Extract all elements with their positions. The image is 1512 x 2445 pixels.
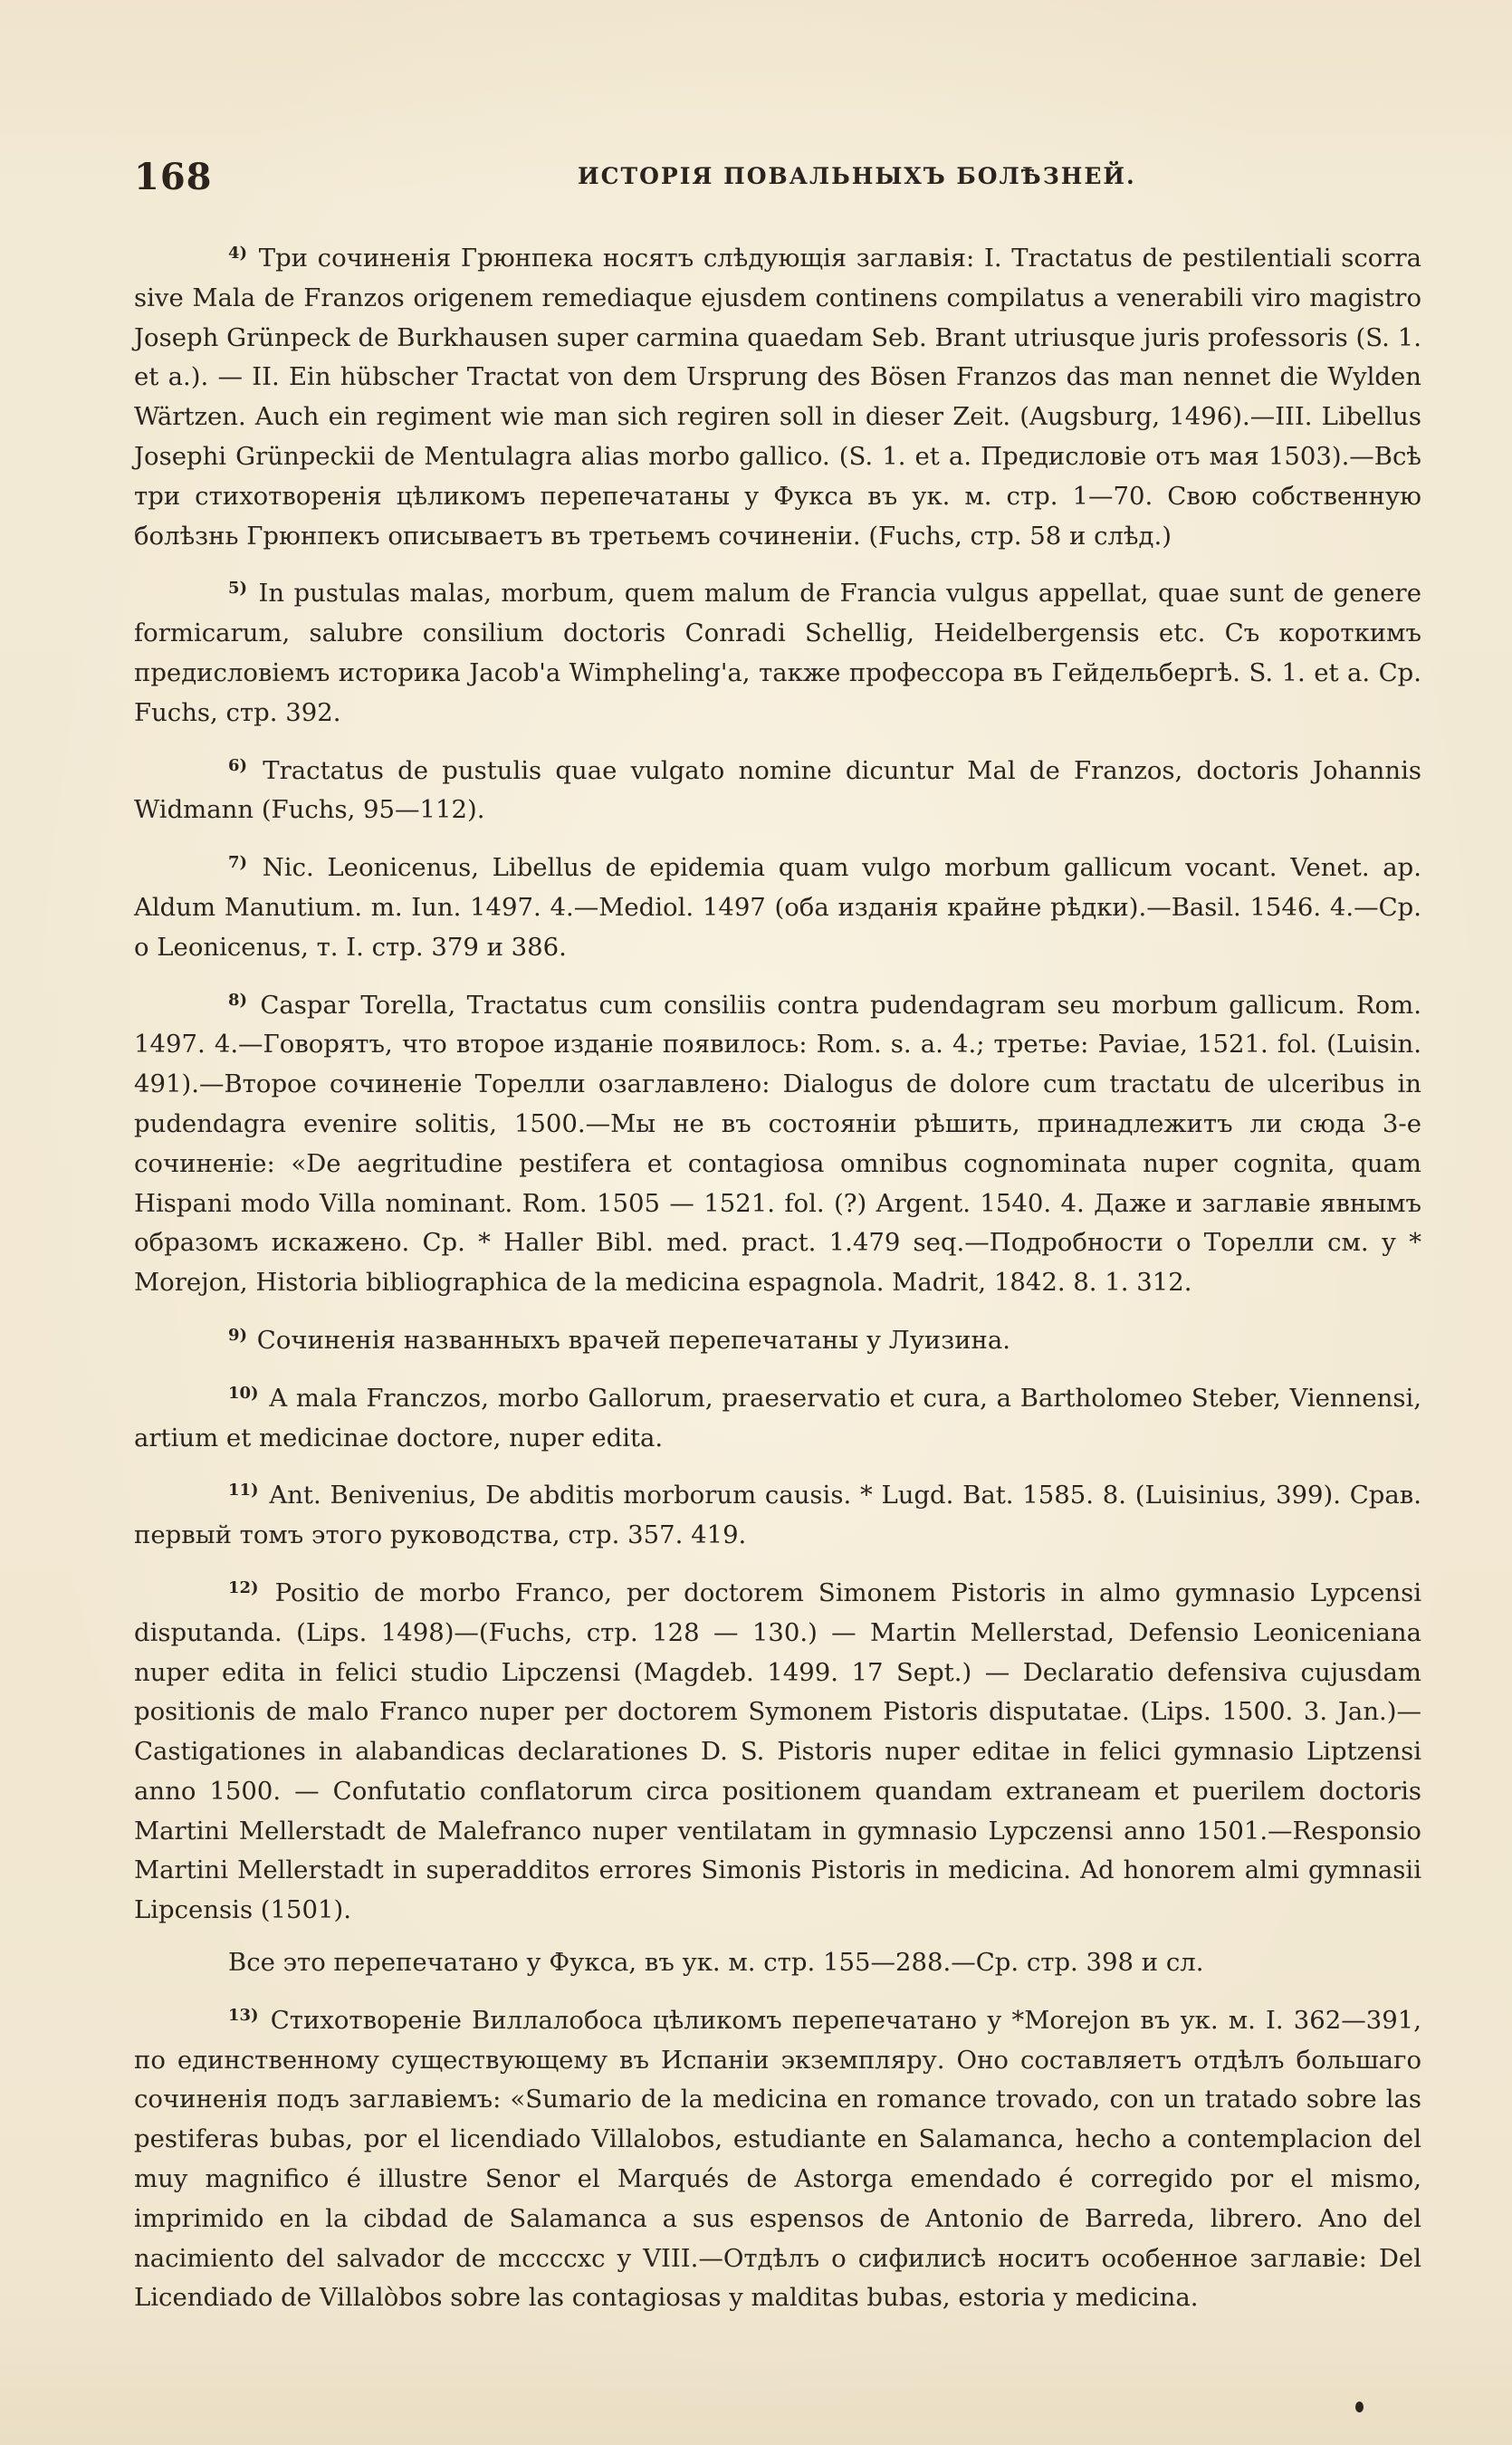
footnote-marker: 4) bbox=[228, 244, 248, 263]
footnote-text: Ant. Benivenius, De abditis morborum causis. * Lugd. Bat. 1585. 8. (Luisinius, 399). Срав. первый томъ этого руководства, стр. 357. 419. bbox=[134, 1481, 1421, 1550]
footnote-text: Nic. Leonicenus, Libellus de epidemia quam vulgo morbum gallicum vocant. Venet. ap. Aldum Manutium. m. Iun. 1497. 4.—Mediol. 1497 (оба изданія крайне рѣдки).—Basil. 1546. 4.—Ср. о Leonicenus, т. I. стр. 379 и 386. bbox=[134, 853, 1421, 962]
footnote-marker: 12) bbox=[228, 1577, 259, 1597]
footnote-text: Tractatus de pustulis quae vulgato nomine dicuntur Mal de Franzos, doctoris Johannis Widmann (Fuchs, 95—112). bbox=[134, 755, 1421, 825]
footnote-text: Сочиненія названныхъ врачей перепечатаны у Луизина. bbox=[256, 1325, 1011, 1355]
page-header bbox=[134, 156, 1420, 203]
footnote-marker: 8) bbox=[228, 990, 248, 1010]
footnote-12 bbox=[134, 1568, 1421, 1931]
footnote-8 bbox=[134, 981, 1421, 1303]
page-number: 168 bbox=[134, 156, 213, 198]
footnotes-block bbox=[134, 234, 1421, 2331]
footnote-marker: 13) bbox=[228, 2005, 259, 2025]
footnote-marker: 7) bbox=[228, 853, 248, 873]
footnote-text: In pustulas malas, morbum, quem malum de Francia vulgus appellat, quae sunt de genere formicarum, salubre consilium doctoris Conradi Schellig, Heidelbergensis etc. Съ короткимъ предисловіемъ историка Jacob'a Wimpheling'a, также профессора въ Гейдельбергѣ. S. 1. et a. Ср. Fuchs, стр. 392. bbox=[134, 579, 1421, 727]
footnote-text: Все это перепечатано у Фукса, въ ук. м. стр. 155—288.—Ср. стр. 398 и сл. bbox=[228, 1948, 1204, 1978]
footnote-10 bbox=[134, 1374, 1421, 1459]
footnote-marker: 6) bbox=[228, 755, 248, 775]
footnote-marker: 5) bbox=[228, 579, 248, 599]
footnote-marker: 11) bbox=[228, 1481, 259, 1501]
footnote-7 bbox=[134, 843, 1421, 967]
footnote-5 bbox=[134, 569, 1421, 733]
footnote-4 bbox=[134, 234, 1421, 556]
footnote-text: Стихотвореніе Виллалобоса цѣликомъ перепечатано у *Morejon въ ук. м. I. 362—391, по единственному существующему въ Испаніи экземпляру. Оно составляетъ отдѣлъ большаго сочиненія подъ заглавіемъ: «Sumario de la medicina en romance trovado, con un tratado sobre las pestiferas bubas, por el licendiado Villalobos, estudiante en Salamanca, hecho a contemplacion del muy magnifico é illustre Senor el Marqués de Astorga emendado é corregido por el mismo, imprimido en la cibdad de Salamanca a sus espensos de Antonio de Barreda, librero. Ano del nacimiento del salvador de mccccxc y VIII.—Отдѣлъ о сифилисѣ носитъ особенное заглавіе: Del Licendiado de Villalòbos sobre las contagiosas y malditas bubas, estoria y medicina. bbox=[134, 2005, 1421, 2313]
footnote-text: Три сочиненія Грюнпека носятъ слѣдующія заглавія: I. Tractatus de pestilentiali scorra sive Mala de Franzos origenem remediaque ejusdem continens compilatus a venerabili viro magistro Joseph Grünpeck de Burkhausen super carmina quaedam Seb. Brant utriusque juris professoris (S. 1. et a.). — II. Ein hübscher Tractat von dem Ursprung des Bösen Franzos das man nennet die Wylden Wärtzen. Auch ein regiment wie man sich regiren soll in dieser Zeit. (Augsburg, 1496).—III. Libellus Josephi Grünpeckii de Mentulagra alias morbo gallico. (S. 1. et a. Предисловіе отъ мая 1503).—Всѣ три стихотворенія цѣликомъ перепечатаны у Фукса въ ук. м. стр. 1—70. Свою собственную болѣзнь Грюнпекъ описываетъ въ третьемъ сочиненіи. (Fuchs, стр. 58 и слѣд.) bbox=[134, 244, 1422, 551]
footnote-11 bbox=[134, 1471, 1421, 1556]
footnote-6 bbox=[134, 746, 1421, 831]
ink-mark bbox=[1355, 2402, 1364, 2412]
footnote-12-continuation bbox=[134, 1943, 1421, 1983]
footnote-text: Positio de morbo Franco, per doctorem Simonem Pistoris in almo gymnasio Lypcensi disputanda. (Lips. 1498)—(Fuchs, стр. 128 — 130.) — Martin Mellerstad, Defensio Leoniceniana nuper edita in felici studio Lipczensi (Magdeb. 1499. 17 Sept.) — Declaratio defensiva cujusdam positionis de malo Franco nuper per doctorem Symonem Pistoris disputatae. (Lips. 1500. 3. Jan.)—Castigationes in alabandicas declarationes D. S. Pistoris nuper editae in felici gymnasio Liptzensi anno 1500. — Confutatio conflatorum circa positionem quandam extraneam et puerilem doctoris Martini Mellerstadt de Malefranco nuper ventilatam in gymnasio Lypczensi anno 1501.—Responsio Martini Mellerstadt in superadditos errores Simonis Pistoris in medicina. Ad honorem almi gymnasii Lipcensis (1501). bbox=[134, 1577, 1421, 1925]
footnote-9 bbox=[134, 1316, 1421, 1361]
footnote-marker: 10) bbox=[228, 1383, 259, 1403]
footnote-text: Caspar Torella, Tractatus cum consiliis contra pudendagram seu morbum gallicum. Rom. 1497. 4.—Говорятъ, что второе изданіе появилось: Rom. s. a. 4.; третье: Paviae, 1521. fol. (Luisin. 491).—Второе сочиненіе Торелли озаглавлено: Dialogus de dolore cum tractatu de ulceribus in pudendagra evenire solitis, 1500.—Мы не въ состояніи рѣшить, принадлежитъ ли сюда 3-е сочиненіе: «De aegritudine pestifera et contagiosa omnibus cognominata nuper cognita, quam Hispani modo Villa nominant. Rom. 1505 — 1521. fol. (?) Argent. 1540. 4. Даже и заглавіе явнымъ образомъ искажено. Ср. * Haller Bibl. med. pract. 1.479 seq.—Подробности о Торелли см. у * Morejon, Historia bibliographica de la medicina espagnola. Madrit, 1842. 8. 1. 312. bbox=[134, 990, 1421, 1298]
footnote-13 bbox=[134, 1996, 1421, 2318]
footnote-text: A mala Franczos, morbo Gallorum, praeservatio et cura, a Bartholomeo Steber, Viennensi, artium et medicinae doctore, nuper edita. bbox=[134, 1383, 1421, 1453]
footnote-marker: 9) bbox=[228, 1325, 248, 1345]
running-title: ИСТОРІЯ ПОВАЛЬНЫХЪ БОЛѢЗНЕЙ. bbox=[578, 163, 1136, 189]
